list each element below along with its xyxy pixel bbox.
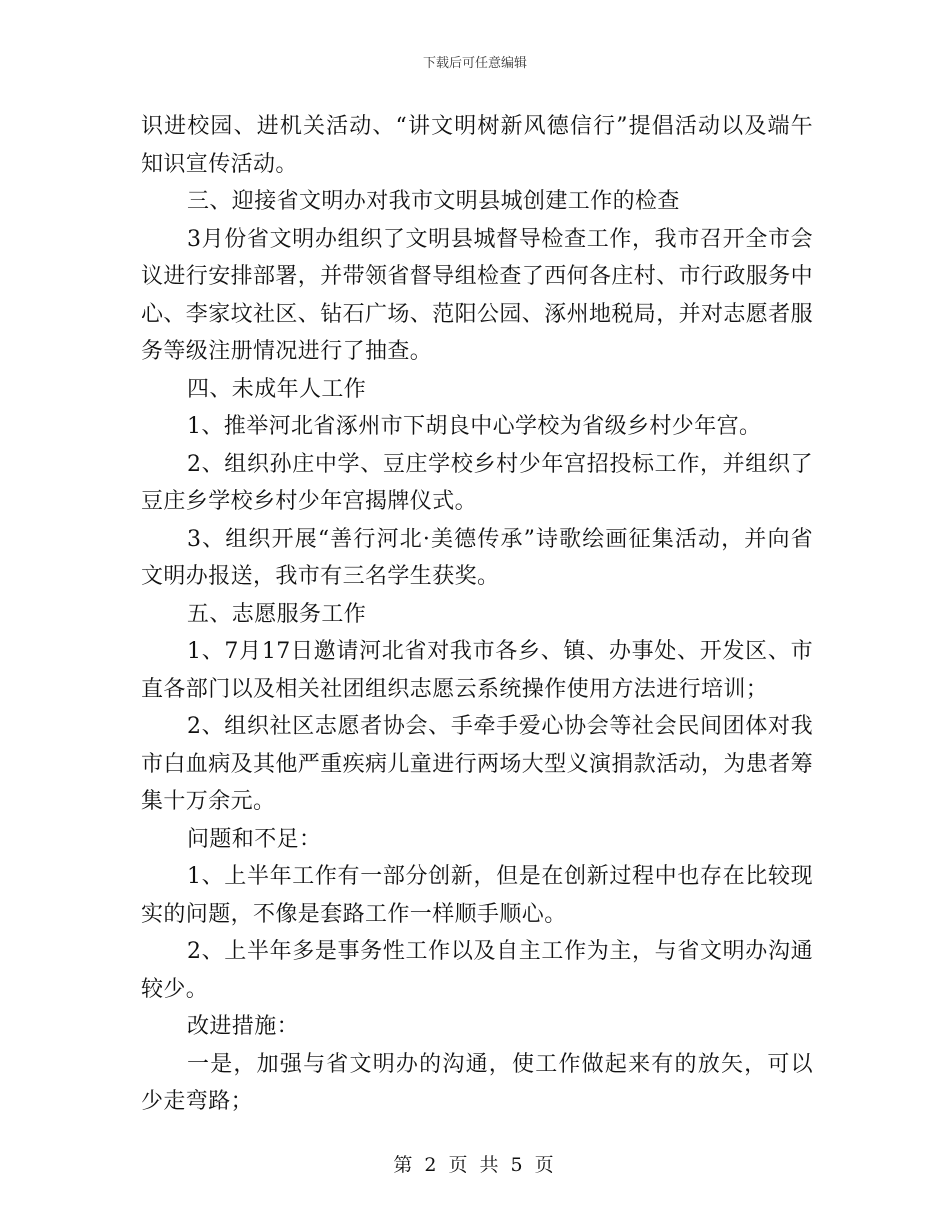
- body-paragraph: 1、推举河北省涿州市下胡良中心学校为省级乡村少年宫。: [187, 414, 762, 439]
- body-paragraph: 问题和不足：: [187, 826, 322, 852]
- body-paragraph: 3、组织开展“善行河北·美德传承”诗歌绘画征集活动，并向省文明办报送，我市有三名学生获奖。: [141, 526, 813, 589]
- body-paragraph: 五、志愿服务工作: [187, 601, 367, 627]
- body-paragraph: 四、未成年人工作: [187, 376, 367, 402]
- body-paragraph: 三、迎接省文明办对我市文明县城创建工作的检查: [187, 189, 680, 214]
- body-paragraph: 改进措施：: [187, 1014, 300, 1039]
- document-body: [141, 108, 813, 1121]
- body-paragraph: 3月份省文明办组织了文明县城督导检查工作，我市召开全市会议进行安排部署，并带领省督导组检查了西何各庄村、市行政服务中心、李家坟社区、钻石广场、范阳公园、涿州地税局，并对志愿者服务等级注册情况进行了抽查。: [141, 226, 814, 364]
- body-paragraph: 2、组织孙庄中学、豆庄学校乡村少年宫招投标工作，并组织了豆庄乡学校乡村少年宫揭牌仪式。: [141, 451, 813, 514]
- body-paragraph: 2、组织社区志愿者协会、手牵手爱心协会等社会民间团体对我市白血病及其他严重疾病儿童进行两场大型义演捐款活动，为患者筹集十万余元。: [141, 714, 814, 814]
- header-note: 下载后可任意编辑: [422, 56, 527, 71]
- body-paragraph: 1、上半年工作有一部分创新，但是在创新过程中也存在比较现实的问题，不像是套路工作一样顺手顺心。: [141, 864, 813, 927]
- body-paragraph: 2、上半年多是事务性工作以及自主工作为主，与省文明办沟通较少。: [141, 939, 813, 1002]
- page-number-footer: 第 2 页 共 5 页: [393, 1154, 557, 1176]
- body-paragraph: 1、7月17日邀请河北省对我市各乡、镇、办事处、开发区、市直各部门以及相关社团组织志愿云系统操作使用方法进行培训；: [141, 639, 813, 702]
- body-paragraph: 识进校园、进机关活动、“讲文明树新风德信行”提倡活动以及端午知识宣传活动。: [141, 114, 813, 177]
- body-paragraph: 一是，加强与省文明办的沟通，使工作做起来有的放矢，可以少走弯路；: [141, 1051, 813, 1114]
